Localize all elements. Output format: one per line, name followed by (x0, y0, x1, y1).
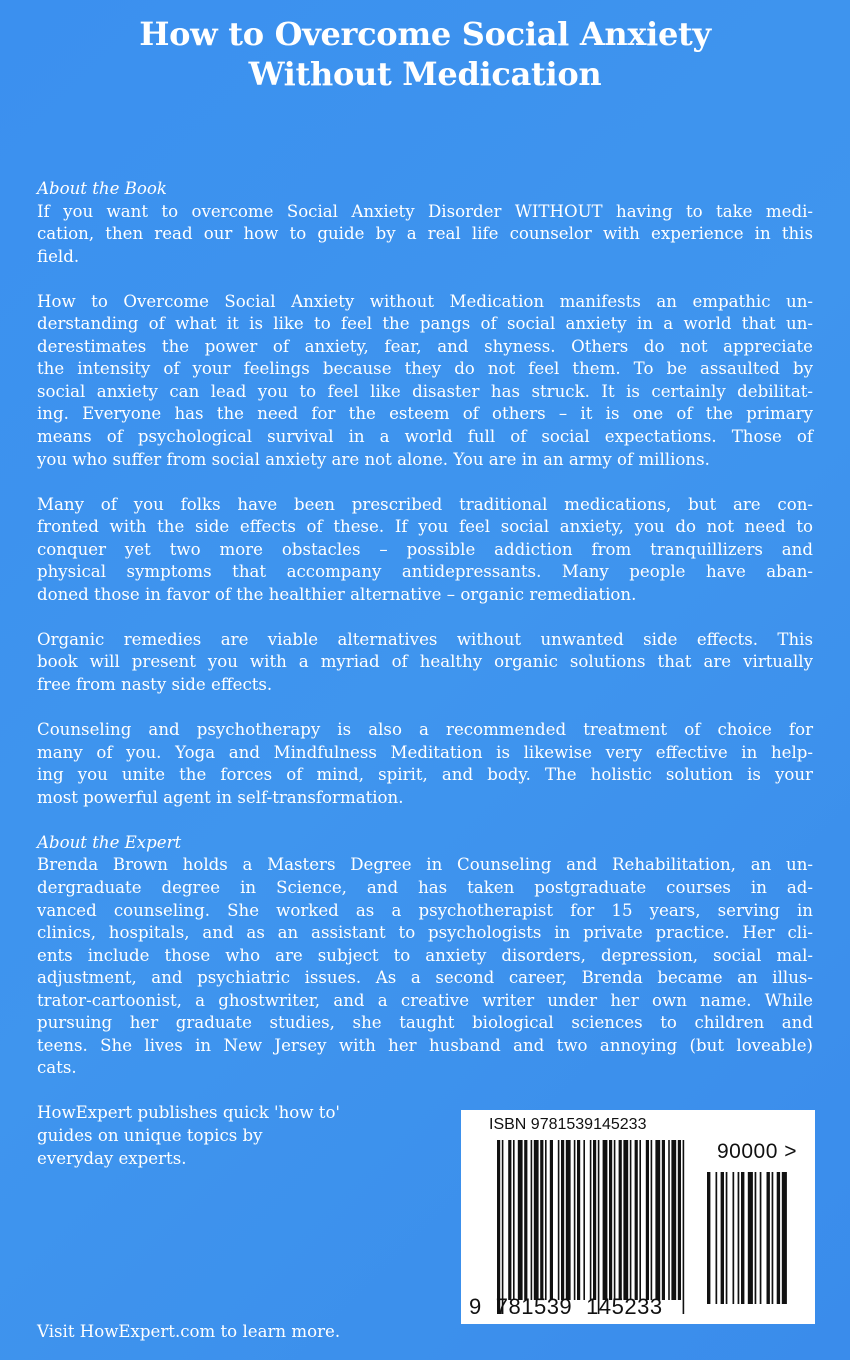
text-line: vanced counseling. She worked as a psychotherapist for 15 years, serving in (37, 900, 813, 920)
barcode-bar (577, 1140, 580, 1300)
barcode-bar (508, 1140, 511, 1300)
addon-bar (741, 1172, 744, 1304)
addon-bar (767, 1172, 770, 1304)
barcode-bar (534, 1140, 539, 1300)
barcode-bar (619, 1140, 622, 1300)
text-line: cats. (37, 1058, 77, 1078)
addon-bar (760, 1172, 762, 1304)
barcode-bar (609, 1140, 612, 1300)
text-line: free from nasty side effects. (37, 675, 273, 695)
text-line: derestimates the power of anxiety, fear, and shyness. Others do not appreciate (37, 336, 813, 356)
blurb-line: guides on unique topics by (37, 1125, 263, 1145)
text-line: many of you. Yoga and Mindfulness Meditation is likewise very effective in help- (37, 742, 813, 762)
paragraph (37, 291, 813, 471)
barcode-bar (558, 1140, 560, 1300)
title-line-2: Without Medication (248, 55, 602, 93)
text-line: ing. Everyone has the need for the esteem of others – it is one of the primary (37, 404, 813, 424)
paragraph (37, 719, 813, 809)
digit-first: 9 (469, 1294, 482, 1319)
about-book-heading: About the Book (37, 179, 167, 198)
barcode-bar (583, 1140, 585, 1300)
text-line: conquer yet two more obstacles – possible addiction from tranquillizers and (37, 539, 813, 559)
barcode-bar (623, 1140, 628, 1300)
barcode-bar (524, 1140, 527, 1300)
barcode-bar (566, 1140, 571, 1300)
barcode-bar (671, 1140, 676, 1300)
barcode-bar (630, 1140, 632, 1300)
addon-bar (782, 1172, 787, 1304)
barcode-bar (574, 1140, 576, 1300)
text-line: clinics, hospitals, and as an assistant to psychologists in private practice. Her cli- (37, 923, 813, 943)
barcode-bar (590, 1140, 592, 1300)
text-line: cation, then read our how to guide by a real life counselor with experience in this (37, 224, 813, 244)
addon-bar (738, 1172, 740, 1304)
text-line: field. (37, 246, 80, 266)
price-addon: 90000 > (717, 1140, 797, 1163)
barcode-bar (668, 1140, 670, 1300)
paragraph (37, 494, 813, 607)
back-cover-text (37, 178, 813, 1170)
text-line: If you want to overcome Social Anxiety Disorder WITHOUT having to take medi- (37, 201, 813, 221)
about-expert-body (37, 854, 813, 1079)
text-line: pursuing her graduate studies, she taught biological sciences to children and (37, 1013, 813, 1033)
barcode-bar (540, 1140, 543, 1300)
paragraph (37, 201, 813, 269)
digits-right: 145233 (586, 1294, 663, 1319)
barcode-bar (651, 1140, 653, 1300)
text-line: Brenda Brown holds a Masters Degree in Counseling and Rehabilitation, an un- (37, 855, 813, 875)
barcode-bar (678, 1140, 681, 1300)
blurb-line: everyday experts. (37, 1148, 187, 1168)
text-line: Many of you folks have been prescribed traditional medications, but are con- (37, 494, 813, 514)
text-line: trator-cartoonist, a ghostwriter, and a creative writer under her own name. While (37, 990, 813, 1010)
visit-website-text: Visit HowExpert.com to learn more. (37, 1322, 341, 1341)
about-book-body (37, 201, 813, 810)
barcode-bar (502, 1140, 504, 1314)
text-line: means of psychological survival in a world full of social expectations. Those of (37, 427, 813, 447)
barcode-bar (497, 1140, 500, 1314)
text-line: physical symptoms that accompany antidepressants. Many people have aban- (37, 562, 813, 582)
barcode-bar (531, 1140, 533, 1300)
blurb-line: HowExpert publishes quick 'how to' (37, 1103, 340, 1123)
barcode-bar (646, 1140, 649, 1300)
text-line: How to Overcome Social Anxiety without Medication manifests an empathic un- (37, 291, 813, 311)
barcode-bar (635, 1140, 638, 1300)
text-line: book will present you with a myriad of healthy organic solutions that are virtually (37, 652, 813, 672)
text-line: derstanding of what it is like to feel the pangs of social anxiety in a world that un- (37, 314, 813, 334)
barcode-bar (598, 1140, 600, 1314)
addon-bar (716, 1172, 718, 1304)
barcode-bar (550, 1140, 553, 1300)
barcode-bar (603, 1140, 608, 1300)
addon-bar (755, 1172, 757, 1304)
text-line: most powerful agent in self-transformation. (37, 787, 404, 807)
barcode-bar (561, 1140, 564, 1300)
isbn-label: ISBN 9781539145233 (489, 1116, 647, 1133)
barcode-bar (639, 1140, 641, 1300)
text-line: dergraduate degree in Science, and has taken postgraduate courses in ad- (37, 877, 813, 897)
text-line: you who suffer from social anxiety are not alone. You are in an army of millions. (37, 449, 710, 469)
barcode-bar (593, 1140, 596, 1300)
addon-bar (733, 1172, 735, 1304)
text-line: fronted with the side effects of these. If you feel social anxiety, you do not need to (37, 517, 813, 537)
book-title (0, 14, 850, 94)
addon-bar (707, 1172, 710, 1304)
text-line: the intensity of your feelings because they do not feel them. To be assaulted by (37, 359, 813, 379)
text-line: adjustment, and psychiatric issues. As a second career, Brenda became an illus- (37, 968, 813, 988)
addon-bar (772, 1172, 774, 1304)
text-line: ents include those who are subject to anxiety disorders, depression, social mal- (37, 945, 813, 965)
title-line-1: How to Overcome Social Anxiety (139, 15, 711, 53)
about-expert-heading: About the Expert (37, 832, 182, 852)
text-line: Counseling and psychotherapy is also a recommended treatment of choice for (37, 720, 813, 740)
text-line: Organic remedies are viable alternatives without unwanted side effects. This (37, 629, 813, 649)
barcode-bar (513, 1140, 515, 1300)
text-line: social anxiety can lead you to feel like disaster has struck. It is certainly debilitat- (37, 381, 813, 401)
barcode-bar (655, 1140, 660, 1300)
barcode-bar (662, 1140, 665, 1300)
addon-bar (777, 1172, 780, 1304)
digits-left: 781539 (495, 1294, 573, 1319)
text-line: ing you unite the forces of mind, spirit, and body. The holistic solution is your (37, 765, 813, 785)
barcode-bar (683, 1140, 685, 1314)
text-line: doned those in favor of the healthier alternative – organic remediation. (37, 584, 637, 604)
barcode-bar (545, 1140, 547, 1300)
addon-bar (721, 1172, 724, 1304)
paragraph (37, 629, 813, 697)
barcode-bar (518, 1140, 523, 1300)
barcode-bar (614, 1140, 616, 1300)
addon-bar (748, 1172, 753, 1304)
text-line: teens. She lives in New Jersey with her husband and two annoying (but loveable) (37, 1035, 813, 1055)
barcode-digits (469, 1294, 663, 1320)
addon-bar (726, 1172, 728, 1304)
isbn-barcode (461, 1110, 815, 1324)
